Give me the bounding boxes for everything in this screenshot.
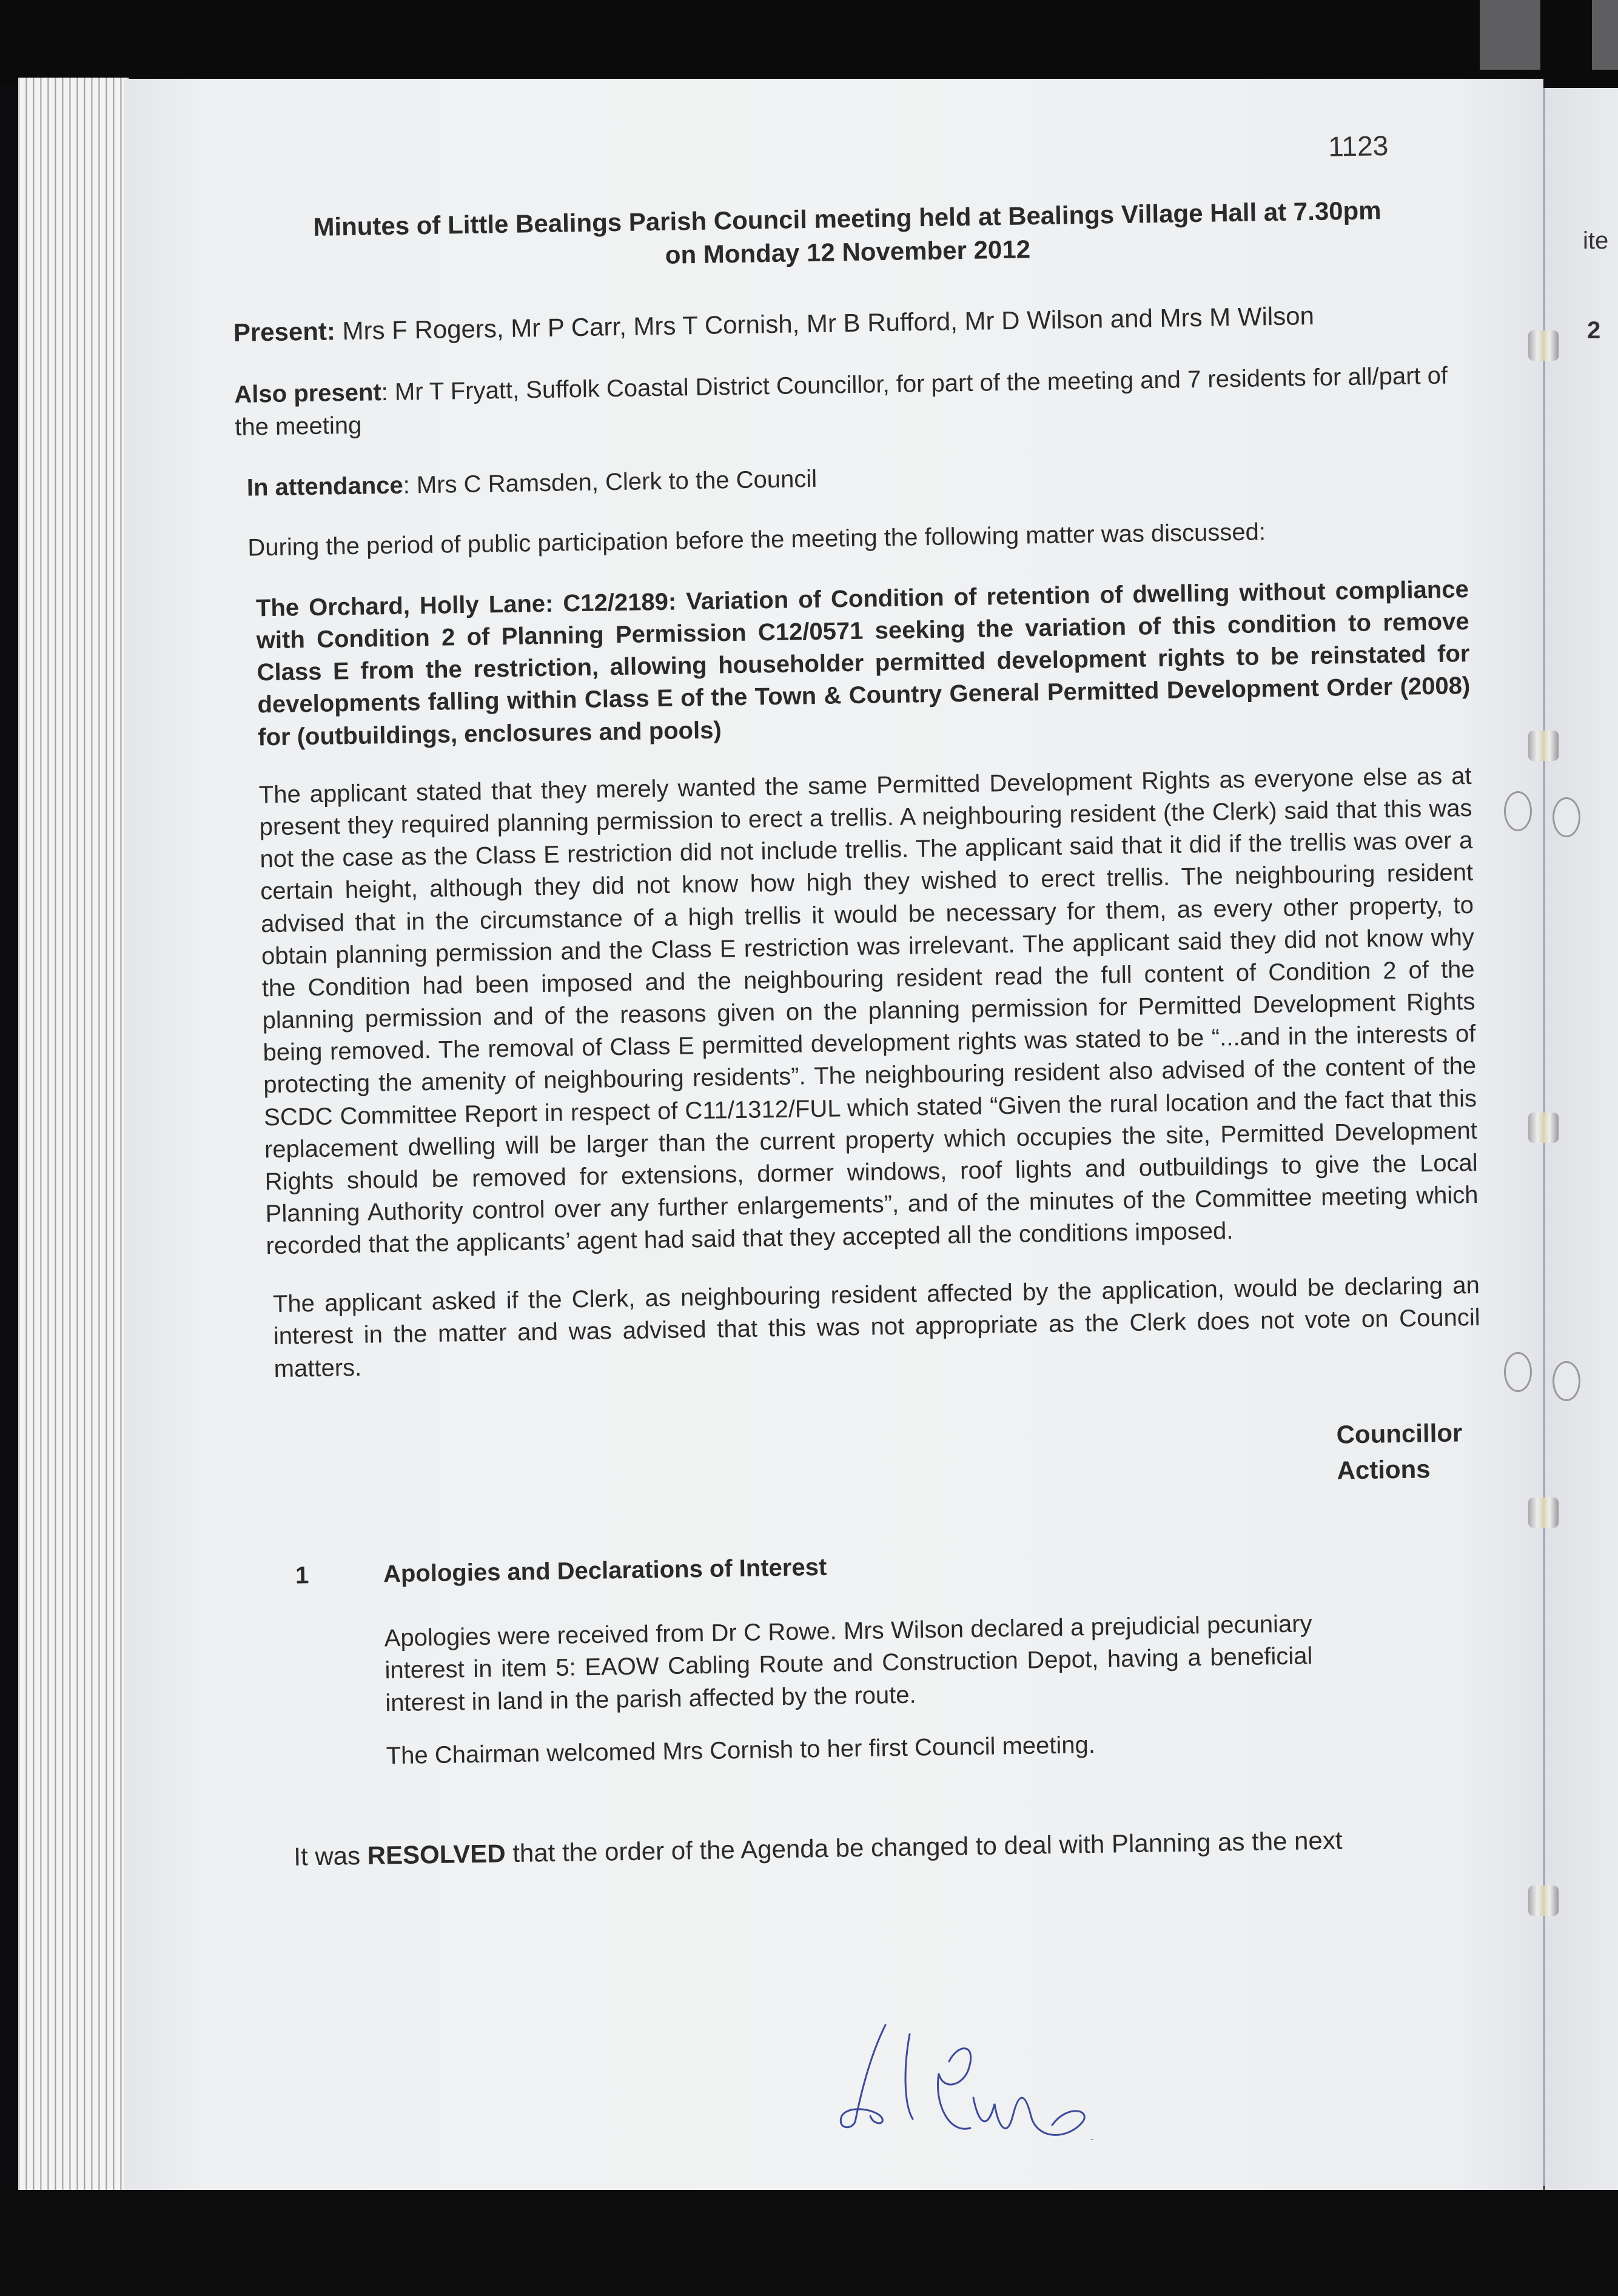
also-present-text: : Mr T Fryatt, Suffolk Coastal District Councillor, for part of the meeting and 7 residents for all/part of the meeting — [234, 362, 1448, 441]
binder-strap — [1592, 0, 1618, 70]
binder-ring-icon — [1528, 1498, 1559, 1528]
discussion-paragraph: The applicant stated that they merely wanted the same Permitted Development Rights as everyone else as at present they required planning permission to erect a trellis. A neighbouring resident (the Clerk) said that this was not the case as the Class E restriction did not include trellis. The applicant said that it did if the trellis was over a certain height, although they did not know how high they wished to erect trellis. The neighbouring resident advised that in the circumstance of a high trellis it would be necessary for them, as every other property, to obtain planning permission and the Class E restriction was irrelevant. The applicant said they did not know why the Condition had been imposed and the neighbouring resident read the full content of Condition 2 of the planning permission and of the reasons given on the planning permission for Permitted Development Rights being removed. The removal of Class E permitted development rights was stated to be “...and in the interests of protecting the amenity of neighbouring residents”. The neighbouring resident also advised of the content of the SCDC Committee Report in respect of C11/1312/FUL which stated “Given the rural location and the fact that this replacement dwelling will be larger than the current property which occupies the site, Permitted Development Rights should be removed for extensions, dormer windows, roof lights and outbuildings to give the Local Planning Authority control over any further enlargements”, and of the minutes of the Committee meeting which recorded that the applicants’ agent had said that they accepted all the conditions imposed. — [258, 762, 1479, 1260]
actions-heading-line-1: Councillor — [1336, 1418, 1463, 1449]
title-line-2: on Monday 12 November 2012 — [665, 234, 1031, 269]
also-present — [234, 360, 1466, 444]
punch-hole-icon — [1553, 1361, 1580, 1401]
in-attendance — [246, 453, 1467, 504]
actions-heading-line-2: Actions — [1337, 1454, 1431, 1485]
minutes-title — [232, 193, 1463, 278]
item-body-2: The Chairman welcomed Mrs Cornish to her first Council meeting. — [386, 1732, 1096, 1770]
planning-matter-heading: The Orchard, Holly Lane: C12/2189: Variation of Condition of retention of dwelling without compliance with Condition 2 of Planning Permission C12/0571 seeking the variation of this condition to remove Class E from the restriction, allowing householder permitted development rights to be reinstated for developments falling within Class E of the Town & Country General Permitted Development Order (2008) for (outbuildings, enclosures and pools) — [255, 575, 1471, 751]
present-names: Mrs F Rogers, Mr P Carr, Mrs T Cornish, Mr B Rufford, Mr D Wilson and Mrs M Wilson — [342, 301, 1315, 346]
punch-hole-icon — [1504, 791, 1532, 831]
dark-background-bottom — [0, 2190, 1618, 2296]
councillor-actions-heading — [1336, 1415, 1483, 1488]
page-stack-edges — [18, 78, 129, 2194]
item-title: Apologies and Declarations of Interest — [383, 1553, 827, 1588]
dark-background-top — [0, 0, 1618, 85]
minutes-content — [230, 126, 1489, 1875]
punch-hole-icon — [1504, 1352, 1532, 1392]
binder-ring-icon — [1528, 731, 1559, 761]
resolved-text: that the order of the Agenda be changed to deal with Planning as the next — [505, 1826, 1343, 1868]
also-present-label: Also present — [234, 379, 382, 409]
public-participation-intro: During the period of public participation before the meeting the following matter was discussed: — [247, 518, 1266, 561]
binder-strap — [1480, 0, 1540, 70]
next-page-item-number: 2 — [1587, 317, 1601, 344]
item-body: Apologies were received from Dr C Rowe. Mrs Wilson declared a prejudicial pecuniary interest in item 5: EAOW Cabling Route and Construction Depot, having a beneficial interest in land in the parish affected by the route. — [384, 1610, 1313, 1717]
next-page-text-fragment: ite — [1583, 227, 1609, 254]
item-number: 1 — [295, 1562, 309, 1589]
binder-ring-icon — [1528, 330, 1559, 361]
page-number: 1123 — [1328, 130, 1389, 162]
resolved-keyword: RESOLVED — [367, 1839, 506, 1870]
present-list — [233, 296, 1465, 350]
in-attendance-label: In attendance — [246, 472, 404, 501]
in-attendance-text: : Mrs C Ramsden, Clerk to the Council — [403, 465, 817, 499]
resolved-prefix: It was — [293, 1841, 368, 1871]
handwritten-signature-icon — [813, 2019, 1274, 2140]
punch-hole-icon — [1553, 797, 1580, 837]
binder-ring-icon — [1528, 1886, 1559, 1916]
title-line-1: Minutes of Little Bealings Parish Council meeting held at Bealings Village Hall at 7.30pm — [313, 196, 1381, 241]
interest-paragraph: The applicant asked if the Clerk, as neighbouring resident affected by the application, would be declaring an interest in the matter and was advised that this was not appropriate as the Clerk does not vote on Council matters. — [272, 1271, 1480, 1382]
binder-ring-icon — [1528, 1113, 1559, 1143]
present-label: Present: — [233, 316, 336, 347]
agenda-item-1 — [295, 1541, 1487, 1775]
